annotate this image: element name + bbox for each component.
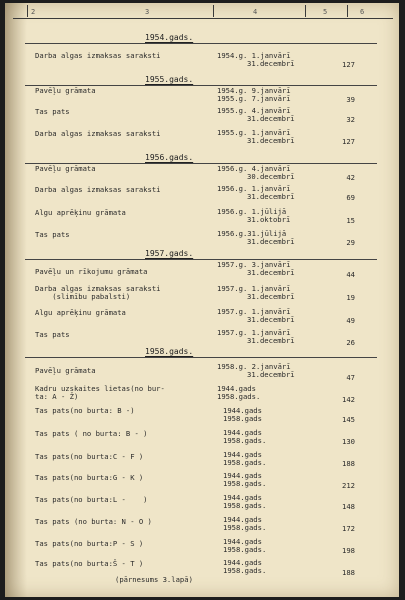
entry-date-end: 1955.g. 7.janvārī	[217, 94, 291, 103]
entry-date-end: 1958.gads.	[223, 479, 267, 488]
column-number: 6	[360, 8, 365, 16]
entry-title: Kadru uzskaites lietas(no bur- ta: A - Ž)	[35, 384, 165, 401]
entry-count: 142	[342, 395, 355, 404]
entry-count: 26	[346, 338, 355, 347]
entry-title: Pavēļu grāmata	[35, 164, 96, 173]
entry-title: Darba algas izmaksas saraksti	[35, 185, 161, 194]
entry-count: 198	[342, 546, 355, 555]
entry-count: 212	[342, 481, 355, 490]
entry-date-start: 1957.g. 1.janvārī	[217, 307, 291, 316]
entry-count: 29	[346, 238, 355, 247]
year-rule	[25, 43, 377, 44]
entry-date-end: 1958.gads.	[223, 458, 267, 467]
carryover-note: (pārnesums 3.lapā)	[115, 575, 193, 584]
entry-count: 172	[342, 524, 355, 533]
header-rule	[13, 18, 393, 19]
entry-date-end: 31.decembrī	[247, 114, 295, 123]
entry-title: Pavēļu un rīkojumu grāmata	[35, 267, 148, 276]
column-divider	[213, 5, 214, 17]
entry-title: Tas pats(no burta: B -)	[35, 406, 135, 415]
entry-date-end: 1958.gads.	[217, 392, 261, 401]
entry-date-start: 1957.g. 1.janvārī	[217, 328, 291, 337]
entry-date-start: 1944.gads	[217, 384, 256, 393]
entry-count: 69	[346, 193, 355, 202]
entry-date-end: 31.decembrī	[247, 237, 295, 246]
entry-date-end: 31.decembrī	[247, 370, 295, 379]
entry-date-start: 1956.g. 4.janvārī	[217, 164, 291, 173]
entry-date-end: 31.decembrī	[247, 268, 295, 277]
entry-count: 42	[346, 173, 355, 182]
year-heading: 1956.gads.	[145, 153, 194, 162]
entry-title: Tas pats (no burta: N - O )	[35, 517, 152, 526]
entry-date-start: 1956.g. 1.janvārī	[217, 184, 291, 193]
entry-count: 32	[346, 115, 355, 124]
entry-title: Pavēļu grāmata	[35, 86, 96, 95]
entry-title: Tas pats(no burta:C - F )	[35, 452, 144, 461]
document-page	[5, 3, 399, 597]
entry-count: 44	[346, 270, 355, 279]
column-number: 3	[145, 8, 150, 16]
entry-title: Tas pats	[35, 230, 70, 239]
column-divider	[27, 5, 28, 17]
page-fold-shadow	[5, 3, 27, 597]
entry-title: Darba algas izmaksas saraksti (slimību pabalsti)	[35, 284, 161, 301]
entry-date-end: 31.decembrī	[247, 59, 295, 68]
entry-date-start: 1956.g. 1.jūlijā	[217, 207, 287, 216]
entry-date-start: 1944.gads	[223, 537, 262, 546]
year-heading: 1958.gads.	[145, 347, 194, 356]
year-heading: 1954.gads.	[145, 33, 194, 42]
entry-title: Algu aprēķinu grāmata	[35, 308, 126, 317]
entry-date-start: 1955.g. 1.janvārī	[217, 128, 291, 137]
entry-date-end: 30.decembrī	[247, 172, 295, 181]
entry-title: Tas pats	[35, 330, 70, 339]
entry-date-end: 31.decembrī	[247, 292, 295, 301]
entry-date-start: 1954.g. 9.janvārī	[217, 86, 291, 95]
entry-date-start: 1955.g. 4.janvārī	[217, 106, 291, 115]
entry-date-start: 1944.gads	[223, 558, 262, 567]
year-heading: 1957.gads.	[145, 249, 194, 258]
year-rule	[25, 357, 377, 358]
entry-count: 15	[346, 216, 355, 225]
entry-date-end: 1958.gads	[223, 414, 262, 423]
entry-date-start: 1944.gads	[223, 493, 262, 502]
entry-title: Tas pats(no burta:Š - T )	[35, 559, 144, 568]
entry-date-end: 1958.gads.	[223, 501, 267, 510]
entry-count: 145	[342, 415, 355, 424]
entry-date-start: 1954.g. 1.janvārī	[217, 51, 291, 60]
entry-count: 148	[342, 502, 355, 511]
entry-title: Algu aprēķinu grāmata	[35, 208, 126, 217]
entry-date-end: 1958.gads.	[223, 545, 267, 554]
year-heading: 1955.gads.	[145, 75, 194, 84]
column-number: 5	[323, 8, 328, 16]
entry-count: 47	[346, 373, 355, 382]
entry-title: Tas pats	[35, 107, 70, 116]
entry-date-end: 31.decembrī	[247, 136, 295, 145]
entry-title: Tas pats ( no burta: B - )	[35, 429, 148, 438]
entry-count: 130	[342, 437, 355, 446]
entry-title: Darba algas izmaksas saraksti	[35, 129, 161, 138]
entry-date-start: 1957.g. 3.janvārī	[217, 260, 291, 269]
entry-title: Tas pats(no burta:P - S )	[35, 539, 144, 548]
entry-date-start: 1958.g. 2.janvārī	[217, 362, 291, 371]
entry-date-start: 1944.gads	[223, 450, 262, 459]
entry-title: Pavēļu grāmata	[35, 366, 96, 375]
entry-count: 127	[342, 137, 355, 146]
entry-count: 19	[346, 293, 355, 302]
entry-count: 127	[342, 60, 355, 69]
entry-count: 188	[342, 459, 355, 468]
entry-date-end: 31.oktobrī	[247, 215, 291, 224]
entry-count: 49	[346, 316, 355, 325]
entry-date-start: 1956.g.31.jūlijā	[217, 229, 287, 238]
entry-date-start: 1944.gads	[223, 406, 262, 415]
entry-date-start: 1944.gads	[223, 428, 262, 437]
entry-date-end: 31.decembrī	[247, 336, 295, 345]
entry-title: Tas pats(no burta:G - K )	[35, 473, 144, 482]
entry-date-start: 1957.g. 1.janvārī	[217, 284, 291, 293]
entry-count: 39	[346, 95, 355, 104]
entry-date-end: 1958.gads.	[223, 523, 267, 532]
entry-date-start: 1944.gads	[223, 471, 262, 480]
year-rule	[25, 259, 377, 260]
column-number: 4	[253, 8, 258, 16]
column-divider	[305, 5, 306, 17]
entry-date-end: 31.decembrī	[247, 192, 295, 201]
entry-date-start: 1944.gads	[223, 515, 262, 524]
column-number: 2	[31, 8, 36, 16]
entry-date-end: 1958.gads.	[223, 566, 267, 575]
entry-date-end: 1958.gads.	[223, 436, 267, 445]
column-divider	[347, 5, 348, 17]
entry-date-end: 31.decembrī	[247, 315, 295, 324]
entry-count: 188	[342, 568, 355, 577]
entry-title: Tas pats(no burta:L - )	[35, 495, 148, 504]
entry-title: Darba algas izmaksas saraksti	[35, 51, 161, 60]
